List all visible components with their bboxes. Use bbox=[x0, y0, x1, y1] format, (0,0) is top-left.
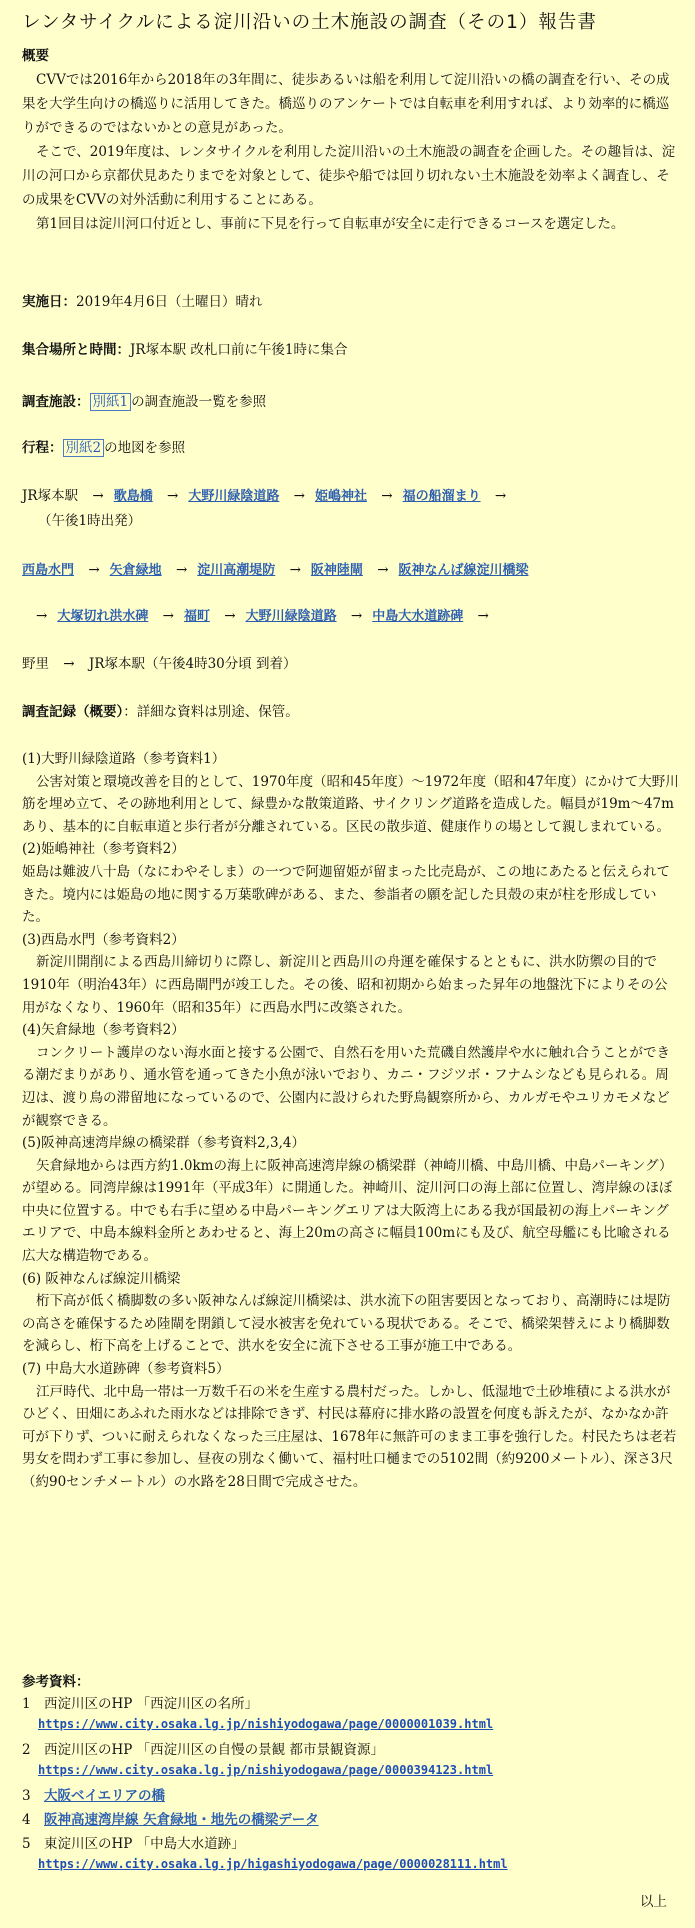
record-heading: (3)西島水門（参考資料2） bbox=[22, 931, 185, 948]
route-arrow: → bbox=[36, 608, 48, 624]
record-text: 矢倉緑地からは西方約1.0kmの海上に阪神高速湾岸線の橋梁群（神崎川橋、中島川橋、中島パーキング）が望める。同湾岸線は1991年（平成3年）に開通した。神崎川、淀川河口の海上部に位置し、湾岸線のほぼ中央に位置する。中でも右手に望める中島パーキングエリアは大阪湾上にある我が国最初の海上パーキングエリアで、中島本線料金所とあわせると、海上20mの高さに幅員100mにも及び、航空母艦にも比喩される広大な構造物である。 bbox=[22, 1157, 673, 1265]
route-stop[interactable]: 大塚切れ洪水碑 bbox=[57, 609, 149, 624]
itinerary-label: 行程： bbox=[22, 440, 63, 456]
date-label: 実施日： bbox=[22, 294, 76, 310]
reference-number: 2 bbox=[22, 1742, 31, 1758]
reference-url[interactable]: https://www.city.osaka.lg.jp/nishiyodogawa/page/0000394123.html bbox=[38, 1763, 494, 1777]
route-arrow: → bbox=[63, 656, 75, 672]
overview-heading: 概要 bbox=[22, 48, 49, 64]
route-stop[interactable]: 福の船溜まり bbox=[402, 489, 481, 504]
route-stop[interactable]: 矢倉緑地 bbox=[109, 563, 162, 578]
reference-item bbox=[22, 1834, 679, 1874]
appendix-2-link[interactable]: 別紙2 bbox=[63, 439, 105, 457]
record-item bbox=[22, 748, 679, 838]
route-stop[interactable]: 阪神陸閘 bbox=[310, 563, 363, 578]
record-text: コンクリート護岸のない海水面と接する公園で、自然石を用いた荒磯自然護岸や水に触れ合うことができる潮だまりがあり、通水管を通ってきた小魚が泳いでおり、カニ・フジツボ・フナムシなども見られる。周辺は、渡り鳥の滞留地になっているので、公園内に設けられた野鳥観察所から、カルガモやユリカモメなどが観察できる。 bbox=[22, 1044, 670, 1129]
closing-mark: 以上 bbox=[640, 1894, 667, 1910]
reference-url[interactable]: https://www.city.osaka.lg.jp/higashiyodogawa/page/0000028111.html bbox=[38, 1857, 508, 1871]
itinerary-row bbox=[22, 436, 679, 460]
record-text: 桁下高が低く橋脚数の多い阪神なんば線淀川橋梁は、洪水流下の阻害要因となっており、高潮時には堤防の高さを確保するため陸閘を閉鎖して浸水被害を免れている現状である。そこで、橋梁架替えにより橋脚数を減らし、桁下高を上げることで、洪水を安全に流下させる工事が施工中である。 bbox=[22, 1293, 671, 1355]
reference-item bbox=[22, 1694, 679, 1734]
route-arrow: → bbox=[88, 562, 100, 578]
reference-number: 4 bbox=[22, 1812, 31, 1828]
meeting-label: 集合場所と時間： bbox=[22, 342, 130, 358]
facilities-row bbox=[22, 390, 679, 414]
record-heading: (4)矢倉緑地（参考資料2） bbox=[22, 1022, 185, 1039]
record-heading: (6) 阪神なんば線淀川橋梁 bbox=[22, 1270, 181, 1287]
route-arrow: → bbox=[167, 488, 179, 504]
route-arrow: → bbox=[162, 608, 174, 624]
overview-paragraph-2: そこで、2019年度は、レンタサイクルを利用した淀川沿いの土木施設の調査を企画した。その趣旨は、淀川の河口から京都伏見あたりまでを対象として、徒歩や船では回り切れない土木施設を効率よく調査し、その成果をCVVの対外活動に利用することにある。 bbox=[22, 143, 676, 208]
route-arrow: → bbox=[289, 562, 301, 578]
route-arrow: → bbox=[293, 488, 305, 504]
meeting-row bbox=[22, 338, 679, 362]
reference-number: 5 bbox=[22, 1836, 31, 1852]
appendix-1-link[interactable]: 別紙1 bbox=[90, 393, 132, 411]
reference-link[interactable]: 大阪ベイエリアの橋 bbox=[44, 1788, 165, 1804]
route-arrow: → bbox=[175, 562, 188, 578]
overview-paragraph-1: CVVでは2016年から2018年の3年間に、徒歩あるいは船を利用して淀川沿いの橋の調査を行い、その成果を大学生向けの橋巡りに活用してきた。橋巡りのアンケートでは自転車を利用すれば、より効率的に橋巡りができるのではないかとの意見があった。 bbox=[22, 71, 670, 136]
reference-item bbox=[22, 1740, 679, 1780]
records-label: 調査記録（概要） bbox=[22, 704, 124, 720]
route-arrow: → bbox=[224, 608, 236, 624]
route-row-2 bbox=[22, 556, 679, 585]
record-text: 公害対策と環境改善を目的として、1970年度（昭和45年度）～1972年度（昭和47年度）にかけて大野川筋を埋め立て、その跡地利用として、緑豊かな散策道路、サイクリング道路を造成した。幅員が19m～47mあり、基本的に自転車道と歩行者が分離されている。区民の散歩道、健康作りの場として親しまれている。 bbox=[22, 773, 679, 835]
facilities-rest: の調査施設一覧を参照 bbox=[131, 394, 267, 410]
record-heading: (5)阪神高速湾岸線の橋梁群（参考資料2,3,4） bbox=[22, 1135, 305, 1152]
route-row-1 bbox=[22, 482, 679, 531]
record-item bbox=[22, 1268, 679, 1358]
record-item bbox=[22, 929, 679, 1019]
records-note: ：詳細な資料は別途、保管。 bbox=[123, 704, 299, 720]
record-item bbox=[22, 1019, 679, 1132]
route-arrow: → bbox=[350, 608, 363, 624]
route-stop[interactable]: 姫嶋神社 bbox=[314, 489, 367, 504]
route-end: JR塚本駅（午後4時30分頃 到着） bbox=[88, 656, 297, 672]
route-stop[interactable]: 西島水門 bbox=[22, 563, 75, 578]
route-stop[interactable]: 淀川高潮堤防 bbox=[197, 563, 276, 578]
reference-url[interactable]: https://www.city.osaka.lg.jp/nishiyodogawa/page/0000001039.html bbox=[38, 1717, 494, 1731]
record-text: 姫島は難波八十島（なにわやそしま）の一つで阿迦留姫が留まった比売島が、この地にあたると伝えられてきた。境内には姫島の地に関する万葉歌碑がある、また、参詣者の願を記した貝殻の束が柱を形成していた。 bbox=[22, 863, 670, 926]
records-list bbox=[22, 748, 679, 1494]
route-arrow: → bbox=[477, 608, 489, 624]
route-arrow: → bbox=[494, 488, 507, 504]
route-arrow: → bbox=[377, 562, 389, 578]
route-stop[interactable]: 大野川緑陰道路 bbox=[188, 489, 280, 504]
records-heading-row bbox=[22, 700, 679, 724]
reference-number: 3 bbox=[22, 1788, 31, 1804]
route-start: JR塚本駅 bbox=[22, 488, 79, 504]
reference-text: 東淀川区のHP 「中島大水道跡」 bbox=[44, 1836, 245, 1852]
record-heading: (2)姫嶋神社（参考資料2） bbox=[22, 841, 185, 858]
route-arrow: → bbox=[381, 488, 393, 504]
route-end-row bbox=[22, 650, 679, 678]
overview-section bbox=[22, 50, 679, 236]
overview-paragraph-3: 第1回目は淀川河口付近とし、事前に下見を行って自転車が安全に走行できるコースを選定した。 bbox=[36, 215, 625, 232]
record-heading: (7) 中島大水道跡碑（参考資料5） bbox=[22, 1361, 230, 1378]
route-stop[interactable]: 大野川緑陰道路 bbox=[245, 609, 337, 624]
record-heading: (1)大野川緑陰道路（参考資料1） bbox=[22, 751, 226, 767]
reference-text: 西淀川区のHP 「西淀川区の自慢の景観 都市景観資源」 bbox=[44, 1742, 384, 1758]
page-title: レンタサイクルによる淀川沿いの土木施設の調査（その1）報告書 bbox=[22, 12, 597, 33]
reference-text: 西淀川区のHP 「西淀川区の名所」 bbox=[44, 1696, 259, 1712]
record-item bbox=[22, 1132, 679, 1268]
date-value: 2019年4月6日（土曜日）晴れ bbox=[76, 294, 263, 310]
record-item bbox=[22, 838, 679, 928]
reference-item bbox=[22, 1810, 679, 1830]
route-row-3 bbox=[22, 602, 679, 631]
route-stop[interactable]: 中島大水道跡碑 bbox=[372, 609, 464, 624]
route-stop[interactable]: 阪神なんば線淀川橋梁 bbox=[398, 563, 529, 578]
record-text: 新淀川開削による西島川締切りに際し、新淀川と西島川の舟運を確保するとともに、洪水防禦の目的で1910年（明治43年）に西島閘門が竣工した。その後、昭和初期から始まった昇年の地盤沈下によりその公用がなくなり、1960年（昭和35年）に西島水門に改築された。 bbox=[22, 954, 668, 1016]
itinerary-rest: の地図を参照 bbox=[104, 440, 186, 456]
reference-item bbox=[22, 1786, 679, 1806]
facilities-label: 調査施設： bbox=[22, 394, 90, 410]
route-stop[interactable]: 歌島橋 bbox=[113, 489, 153, 504]
route-end-from: 野里 bbox=[22, 656, 49, 672]
route-stop[interactable]: 福町 bbox=[183, 609, 210, 624]
reference-link[interactable]: 阪神高速湾岸線 矢倉緑地・地先の橋梁データ bbox=[44, 1812, 319, 1828]
route-start-note: （午後1時出発） bbox=[38, 513, 142, 529]
reference-number: 1 bbox=[22, 1696, 31, 1712]
route-arrow: → bbox=[92, 488, 104, 504]
references-section bbox=[22, 1672, 679, 1874]
meeting-value: JR塚本駅 改札口前に午後1時に集合 bbox=[130, 342, 348, 358]
references-heading: 参考資料： bbox=[22, 1674, 90, 1690]
record-item bbox=[22, 1358, 679, 1494]
record-text: 江戸時代、北中島一帯は一万数千石の米を生産する農村だった。しかし、低湿地で土砂堆積による洪水がひどく、田畑にあふれた雨水などは排除できず、村民は幕府に排水路の設置を何度も訴えたが、なかなか許可が下りず、ついに耐えられなくなった三庄屋は、1678年に無許可のまま工事を強行した。村民たちは老若男女を問わず工事に参加し、昼夜の別なく働いて、福村吐口樋までの5102間（約9200メートル）、深さ3尺（約90センチメートル）の水路を28日間で完成させた。 bbox=[22, 1383, 677, 1490]
date-row bbox=[22, 290, 679, 314]
